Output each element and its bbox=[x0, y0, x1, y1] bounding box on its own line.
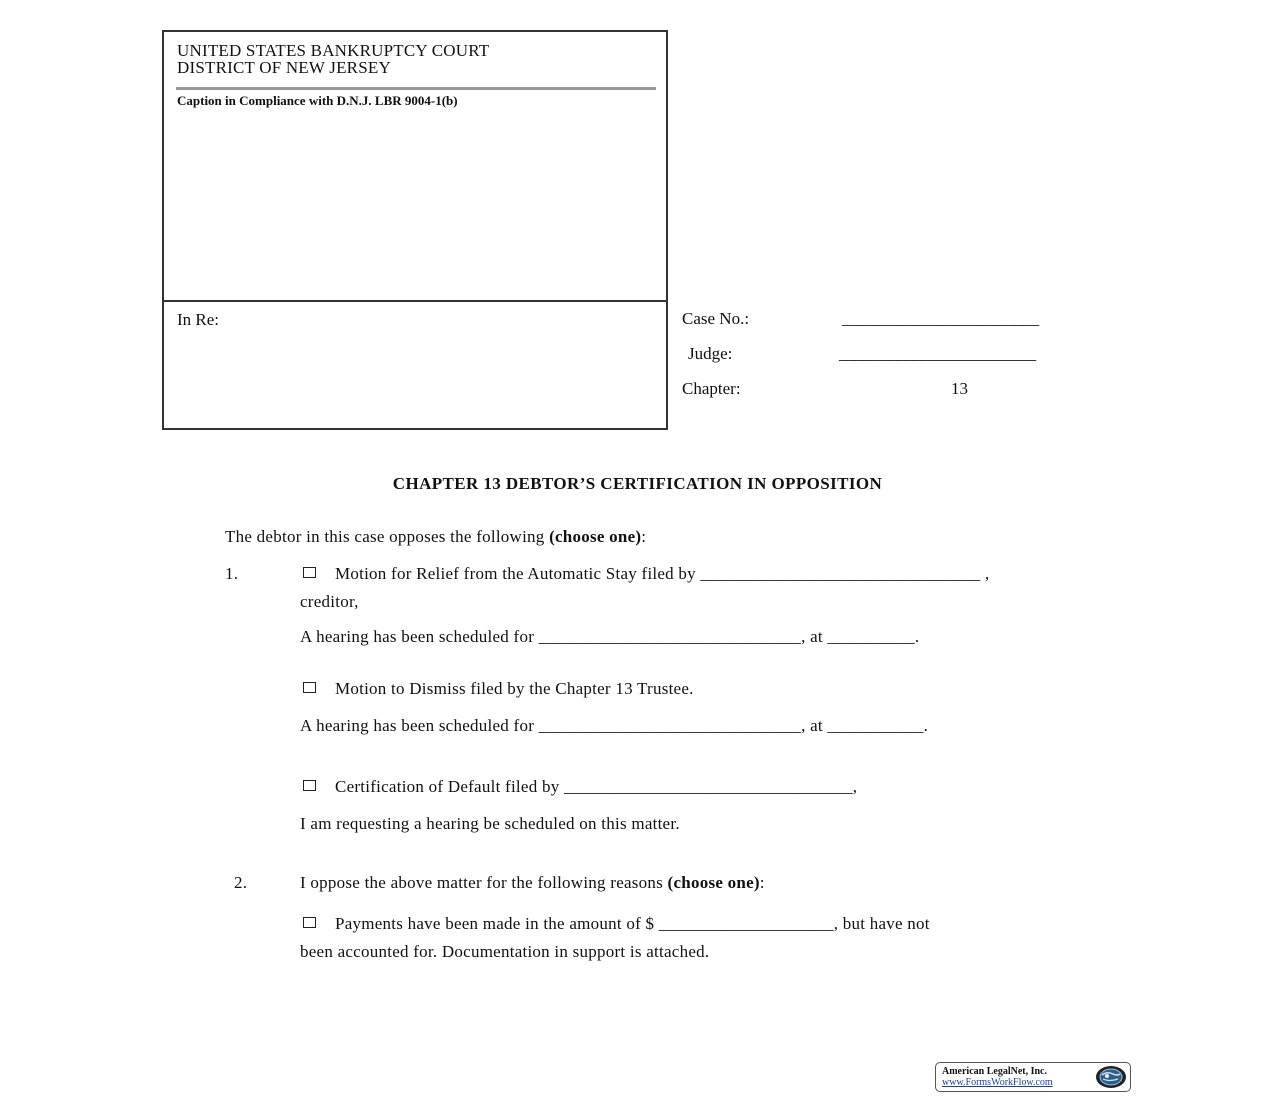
item-2-choose-one: (choose one) bbox=[667, 873, 760, 892]
default-checkbox[interactable] bbox=[303, 780, 316, 791]
logo-website-link[interactable]: www.FormsWorkFlow.com bbox=[942, 1077, 1053, 1088]
document-title: CHAPTER 13 DEBTOR’S CERTIFICATION IN OPPOSITION bbox=[392, 474, 883, 493]
court-name: UNITED STATES BANKRUPTCY COURT bbox=[177, 41, 490, 60]
globe-icon bbox=[1093, 1065, 1127, 1089]
case-no-field[interactable]: ________________________ bbox=[842, 309, 1039, 328]
intro-choose-one: (choose one) bbox=[549, 527, 642, 546]
relief-stay-creditor: creditor, bbox=[300, 592, 359, 611]
relief-stay-option: Motion for Relief from the Automatic Stay filed by ________________________________ , bbox=[335, 564, 990, 583]
caption-compliance-note: Caption in Compliance with D.N.J. LBR 9004-1(b) bbox=[177, 93, 458, 108]
case-no-label: Case No.: bbox=[682, 309, 750, 328]
chapter-value: 13 bbox=[951, 379, 968, 398]
item-1-number: 1. bbox=[225, 564, 239, 583]
item-2-colon: : bbox=[759, 873, 765, 892]
dismiss-option: Motion to Dismiss filed by the Chapter 13 Trustee. bbox=[335, 679, 694, 698]
dismiss-hearing: A hearing has been scheduled for ______________________________, at ___________. bbox=[300, 716, 929, 735]
item-2-text: I oppose the above matter for the following reasons bbox=[300, 873, 668, 892]
caption-box bbox=[162, 30, 668, 430]
payments-checkbox[interactable] bbox=[303, 917, 316, 928]
default-option: Certification of Default filed by _________________________________, bbox=[335, 777, 858, 796]
payments-option-cont: been accounted for. Documentation in support is attached. bbox=[300, 942, 710, 961]
item-2-number: 2. bbox=[234, 873, 248, 892]
intro-statement bbox=[225, 527, 646, 547]
request-hearing-text: I am requesting a hearing be scheduled on this matter. bbox=[300, 814, 680, 833]
court-district: DISTRICT OF NEW JERSEY bbox=[177, 58, 391, 77]
item-2-statement bbox=[300, 873, 765, 893]
in-re-label: In Re: bbox=[177, 310, 220, 329]
judge-field[interactable]: ________________________ bbox=[839, 344, 1036, 363]
american-legalnet-logo[interactable] bbox=[935, 1062, 1131, 1092]
intro-text: The debtor in this case opposes the following bbox=[225, 527, 550, 546]
chapter-label: Chapter: bbox=[682, 379, 741, 398]
logo-company-name: American LegalNet, Inc. bbox=[942, 1066, 1047, 1077]
intro-colon: : bbox=[641, 527, 647, 546]
relief-stay-checkbox[interactable] bbox=[303, 567, 316, 578]
relief-stay-hearing: A hearing has been scheduled for ______________________________, at __________. bbox=[300, 627, 920, 646]
judge-label: Judge: bbox=[688, 344, 733, 363]
dismiss-checkbox[interactable] bbox=[303, 682, 316, 693]
caption-divider bbox=[176, 87, 656, 90]
caption-separator bbox=[164, 300, 666, 302]
payments-option: Payments have been made in the amount of $ ____________________, but have not bbox=[335, 914, 930, 933]
